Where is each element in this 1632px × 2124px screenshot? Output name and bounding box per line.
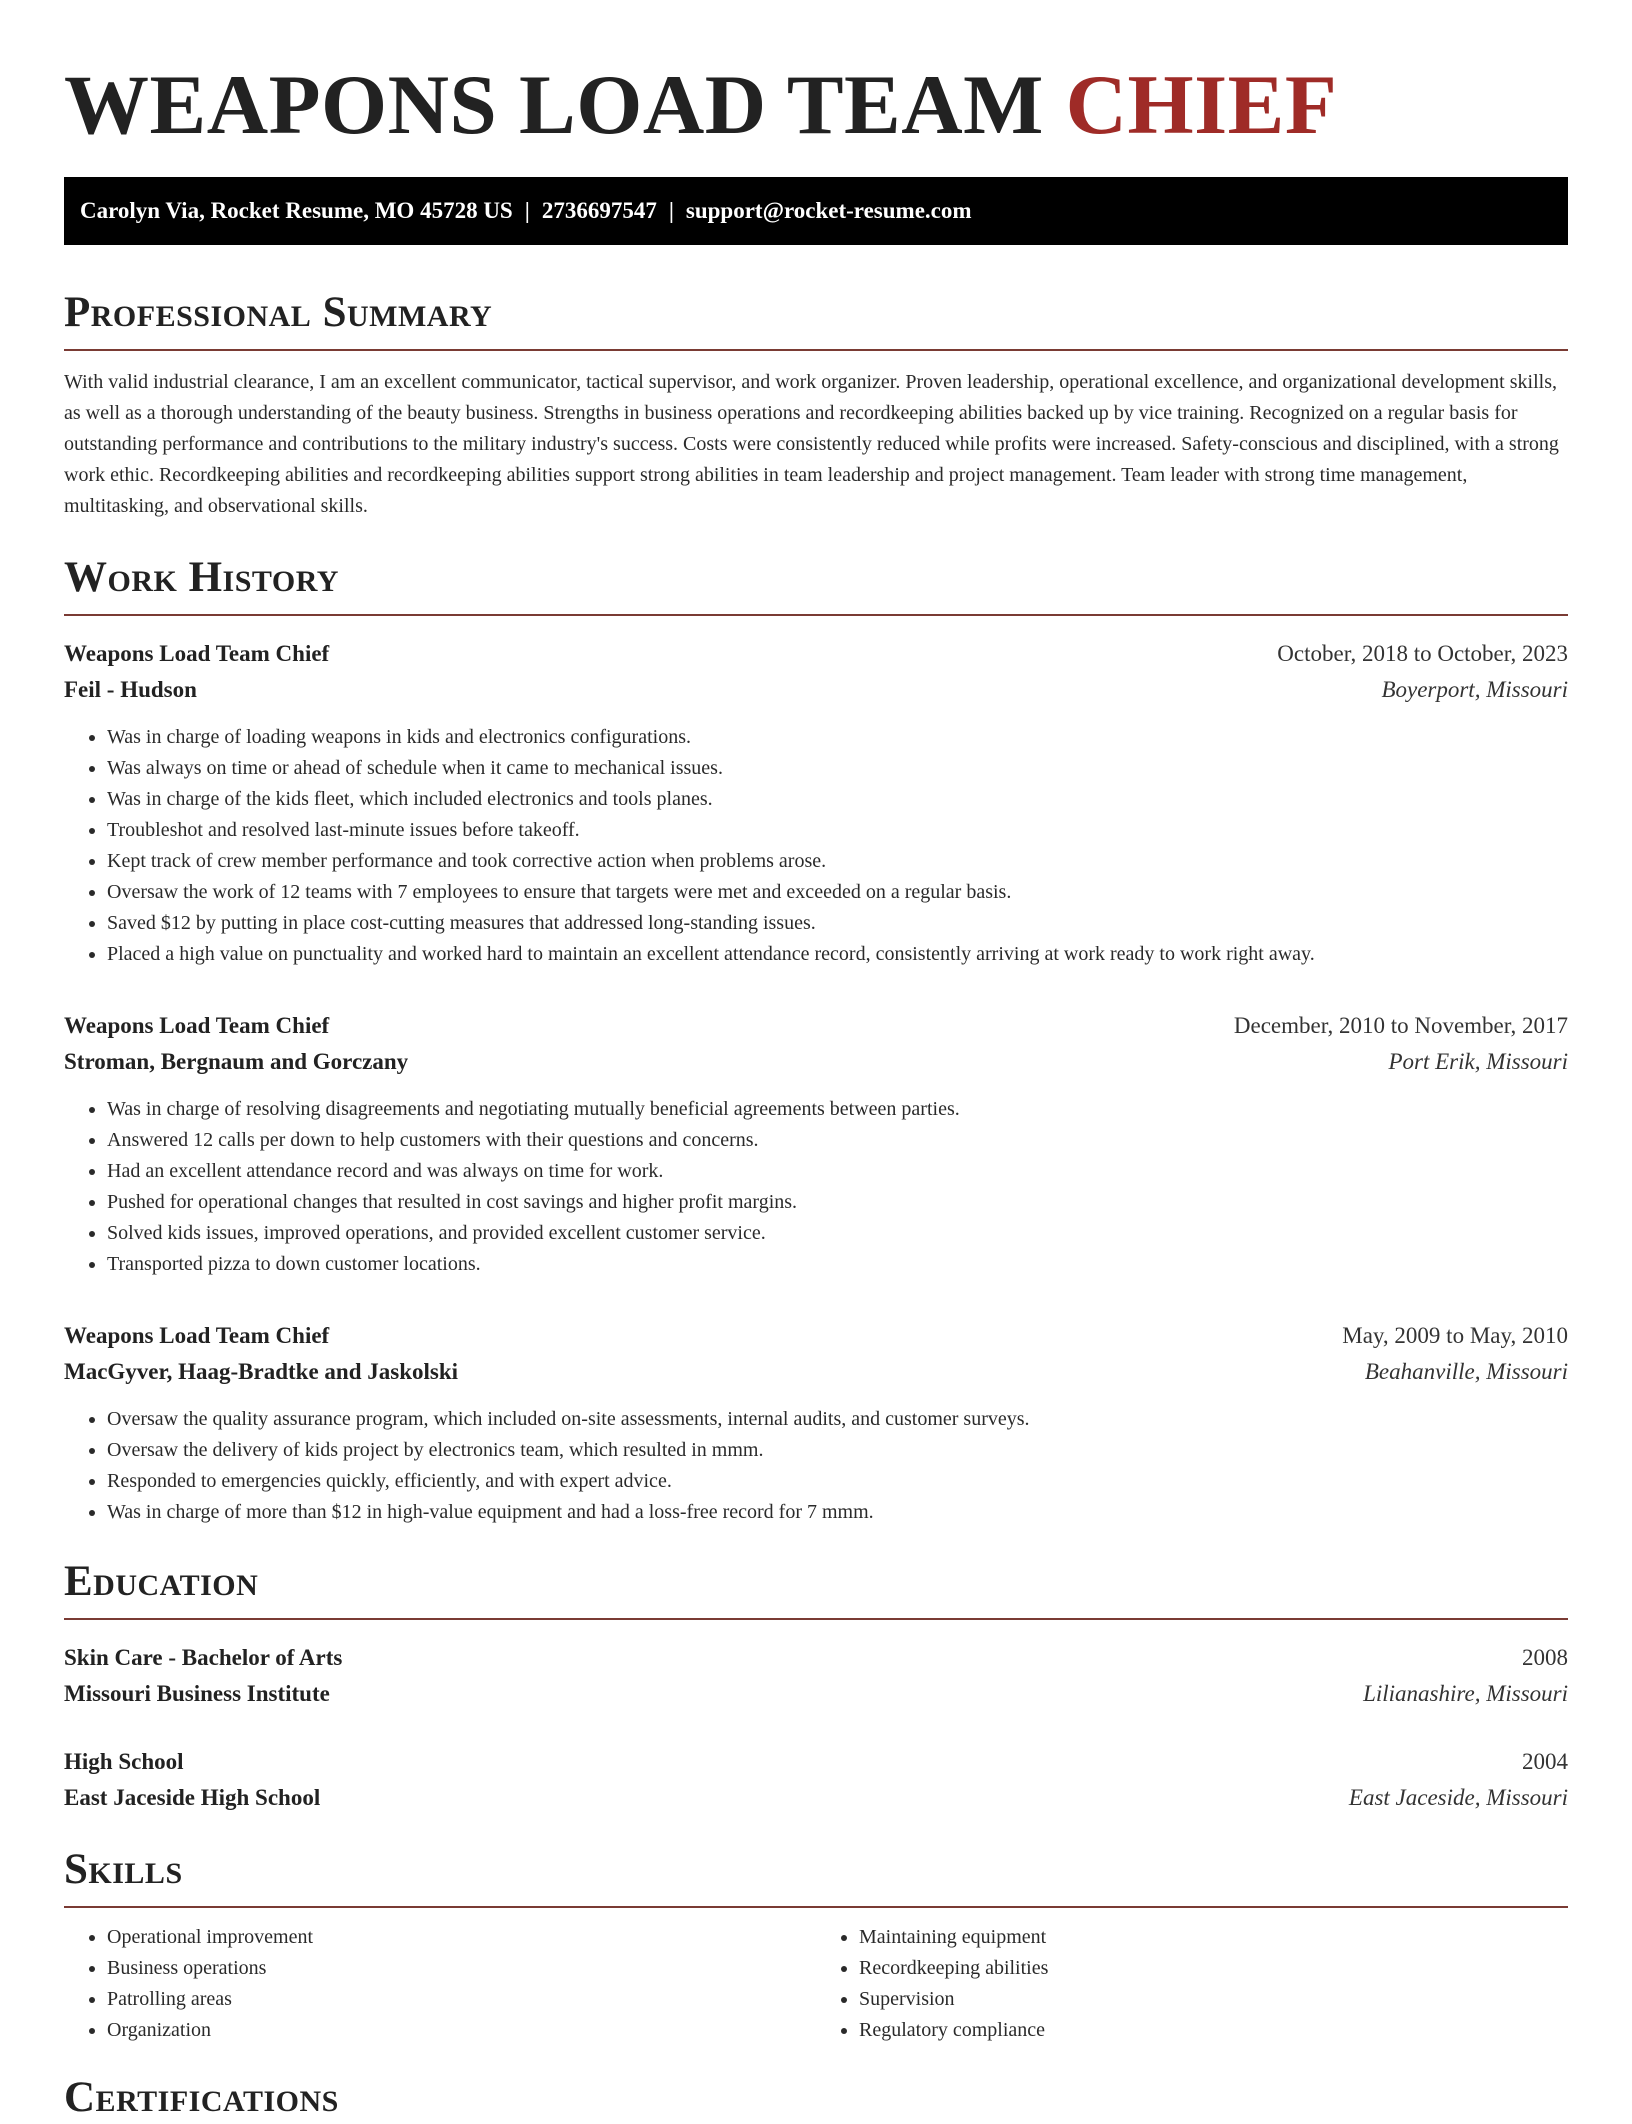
section-heading: Professional Summary bbox=[64, 289, 493, 336]
job-dates: May, 2009 to May, 2010 bbox=[1342, 1323, 1568, 1348]
contact-separator: | bbox=[524, 198, 530, 223]
job-location: Boyerport, Missouri bbox=[1381, 677, 1568, 702]
education-year: 2008 bbox=[1522, 1645, 1568, 1670]
title-accent: CHIEF bbox=[1065, 58, 1338, 152]
list-item: • Oversaw the quality assurance program, which included on-site assessments, internal audits, and customer surveys. bbox=[107, 1404, 1568, 1435]
list-item: • Pushed for operational changes that resulted in cost savings and higher profit margins. bbox=[107, 1187, 1568, 1218]
education-degree: Skin Care - Bachelor of Arts bbox=[64, 1645, 343, 1670]
list-item: • Was always on time or ahead of schedule when it came to mechanical issues. bbox=[107, 753, 1568, 784]
education-section bbox=[64, 1556, 1568, 1816]
education-year: 2004 bbox=[1522, 1749, 1568, 1774]
job-location: Beahanville, Missouri bbox=[1364, 1359, 1568, 1384]
list-item: • Was in charge of loading weapons in kids and electronics configurations. bbox=[107, 722, 1568, 753]
job-title: Weapons Load Team Chief bbox=[64, 1323, 330, 1348]
skill-item: • Operational improvement bbox=[107, 1922, 816, 1953]
section-divider bbox=[64, 349, 1568, 351]
skill-item: • Recordkeeping abilities bbox=[859, 1953, 1568, 1984]
job-title: Weapons Load Team Chief bbox=[64, 641, 330, 666]
list-item: • Was in charge of the kids fleet, which included electronics and tools planes. bbox=[107, 784, 1568, 815]
section-divider bbox=[64, 614, 1568, 616]
professional-summary-section bbox=[64, 287, 1568, 522]
section-heading: Education bbox=[64, 1558, 259, 1605]
education-entry bbox=[64, 1640, 1568, 1712]
list-item: • Placed a high value on punctuality and worked hard to maintain an excellent attendance record, consistently arriving at work ready to work right away. bbox=[107, 939, 1568, 970]
list-item: • Solved kids issues, improved operations, and provided excellent customer service. bbox=[107, 1218, 1568, 1249]
list-item: • Was in charge of more than $12 in high-value equipment and had a loss-free record for 7 mmm. bbox=[107, 1497, 1568, 1528]
job-company: MacGyver, Haag-Bradtke and Jaskolski bbox=[64, 1359, 459, 1384]
contact-bar bbox=[64, 177, 1568, 245]
contact-phone: 2736697547 bbox=[541, 198, 657, 223]
list-item: • Responded to emergencies quickly, efficiently, and with expert advice. bbox=[107, 1466, 1568, 1497]
job-company: Stroman, Bergnaum and Gorczany bbox=[64, 1049, 409, 1074]
section-divider bbox=[64, 1906, 1568, 1908]
list-item: • Saved $12 by putting in place cost-cutting measures that addressed long-standing issues. bbox=[107, 908, 1568, 939]
list-item: • Kept track of crew member performance and took corrective action when problems arose. bbox=[107, 846, 1568, 877]
job-dates: December, 2010 to November, 2017 bbox=[1233, 1013, 1568, 1038]
skill-item: • Patrolling areas bbox=[107, 1984, 816, 2015]
education-school: Missouri Business Institute bbox=[64, 1681, 330, 1706]
skill-item: • Regulatory compliance bbox=[859, 2015, 1568, 2046]
job-entry bbox=[64, 1318, 1568, 1528]
job-title: Weapons Load Team Chief bbox=[64, 1013, 330, 1038]
list-item: • Was in charge of resolving disagreements and negotiating mutually beneficial agreements between parties. bbox=[107, 1094, 1568, 1125]
skill-item: • Supervision bbox=[859, 1984, 1568, 2015]
job-company: Feil - Hudson bbox=[64, 677, 197, 702]
job-entry bbox=[64, 1008, 1568, 1280]
skills-columns bbox=[64, 1922, 1568, 2046]
section-heading: Work History bbox=[64, 554, 339, 601]
job-bullets bbox=[64, 1094, 1568, 1280]
skills-list-right bbox=[816, 1922, 1568, 2046]
skill-item: • Maintaining equipment bbox=[859, 1922, 1568, 1953]
summary-text: With valid industrial clearance, I am an excellent communicator, tactical supervisor, and work organizer. Proven leadership, operational excellence, and organizational development skills, as well as a thorough understanding of the beauty business. Strengths in business operations and recordkeeping abilities backed up by vice training. Recognized on a regular basis for outstanding performance and contributions to the military industry's success. Costs were consistently reduced while profits were increased. Safety-conscious and disciplined, with a strong work ethic. Recordkeeping abilities and recordkeeping abilities support strong abilities in team leadership and project management. Team leader with strong time management, multitasking, and observational skills. bbox=[64, 371, 1559, 517]
skill-item: • Business operations bbox=[107, 1953, 816, 1984]
section-divider bbox=[64, 1618, 1568, 1620]
list-item: • Had an excellent attendance record and was always on time for work. bbox=[107, 1156, 1568, 1187]
skills-list-left bbox=[64, 1922, 816, 2046]
education-school: East Jaceside High School bbox=[64, 1785, 321, 1810]
job-bullets bbox=[64, 722, 1568, 970]
education-location: Lilianashire, Missouri bbox=[1363, 1681, 1568, 1706]
work-history-section bbox=[64, 552, 1568, 1528]
contact-separator: | bbox=[668, 198, 674, 223]
contact-address: Carolyn Via, Rocket Resume, MO 45728 US bbox=[80, 198, 513, 223]
list-item: • Oversaw the delivery of kids project by electronics team, which resulted in mmm. bbox=[107, 1435, 1568, 1466]
education-degree: High School bbox=[64, 1749, 184, 1774]
skills-section bbox=[64, 1844, 1568, 2046]
section-heading: Skills bbox=[64, 1846, 183, 1893]
certifications-section bbox=[64, 2072, 1568, 2124]
list-item: • Troubleshot and resolved last-minute issues before takeoff. bbox=[107, 815, 1568, 846]
section-heading: Certifications bbox=[64, 2074, 339, 2121]
job-location: Port Erik, Missouri bbox=[1388, 1049, 1568, 1074]
education-location: East Jaceside, Missouri bbox=[1348, 1785, 1568, 1810]
education-entry bbox=[64, 1744, 1568, 1816]
title-main: WEAPONS LOAD TEAM bbox=[64, 58, 1044, 152]
list-item: • Answered 12 calls per down to help customers with their questions and concerns. bbox=[107, 1125, 1568, 1156]
skill-item: • Organization bbox=[107, 2015, 816, 2046]
list-item: • Oversaw the work of 12 teams with 7 employees to ensure that targets were met and exceeded on a regular basis. bbox=[107, 877, 1568, 908]
job-dates: October, 2018 to October, 2023 bbox=[1277, 641, 1568, 666]
resume-title bbox=[64, 55, 1568, 155]
list-item: • Transported pizza to down customer locations. bbox=[107, 1249, 1568, 1280]
contact-email[interactable]: support@rocket-resume.com bbox=[685, 198, 972, 223]
job-bullets bbox=[64, 1404, 1568, 1528]
job-entry bbox=[64, 636, 1568, 970]
